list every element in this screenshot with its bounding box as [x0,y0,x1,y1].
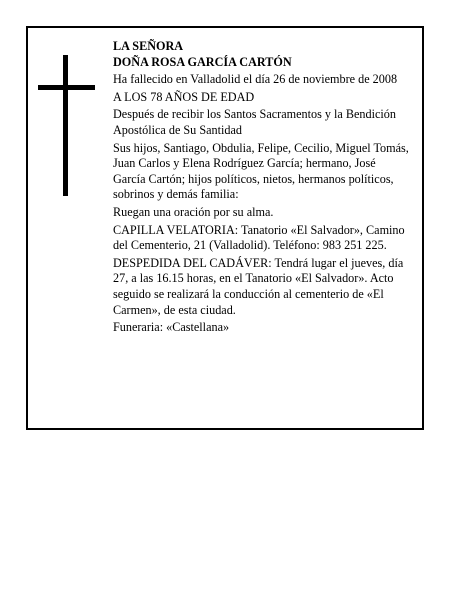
farewell-info: DESPEDIDA DEL CADÁVER: Tendrá lugar el jueves, día 27, a las 16.15 horas, en el Tanatorio «El Salvador». Acto seguido se realizará la conducción al cementerio de «El Carmen», de esta ciudad. [113,255,404,317]
funeral-home: Funeraria: «Castellana» [113,320,230,335]
notice-title: LA SEÑORA [113,39,184,53]
prayer-request: Ruegan una oración por su alma. [113,204,274,219]
age-statement: A LOS 78 AÑOS DE EDAD [113,89,255,104]
cross-horizontal-bar [38,85,95,90]
sacraments-statement: Después de recibir los Santos Sacramentos y la Bendición Apostólica de Su Santidad [113,107,396,137]
death-statement: Ha fallecido en Valladolid el día 26 de noviembre de 2008 [113,72,398,87]
cross-vertical-bar [63,55,68,196]
deceased-name: DOÑA ROSA GARCÍA CARTÓN [113,54,292,69]
notice-body [113,39,409,338]
chapel-info: CAPILLA VELATORIA: Tanatorio «El Salvador», Camino del Cementerio, 21 (Valladolid). Teléfono: 983 251 225. [113,222,405,253]
family-list: Sus hijos, Santiago, Obdulia, Felipe, Cecilio, Miguel Tomás, Juan Carlos y Elena Rodríguez García; hermano, José García Cartón; hijos políticos, nietos, hermanos políticos, sobrinos y demás familia: [113,140,409,202]
